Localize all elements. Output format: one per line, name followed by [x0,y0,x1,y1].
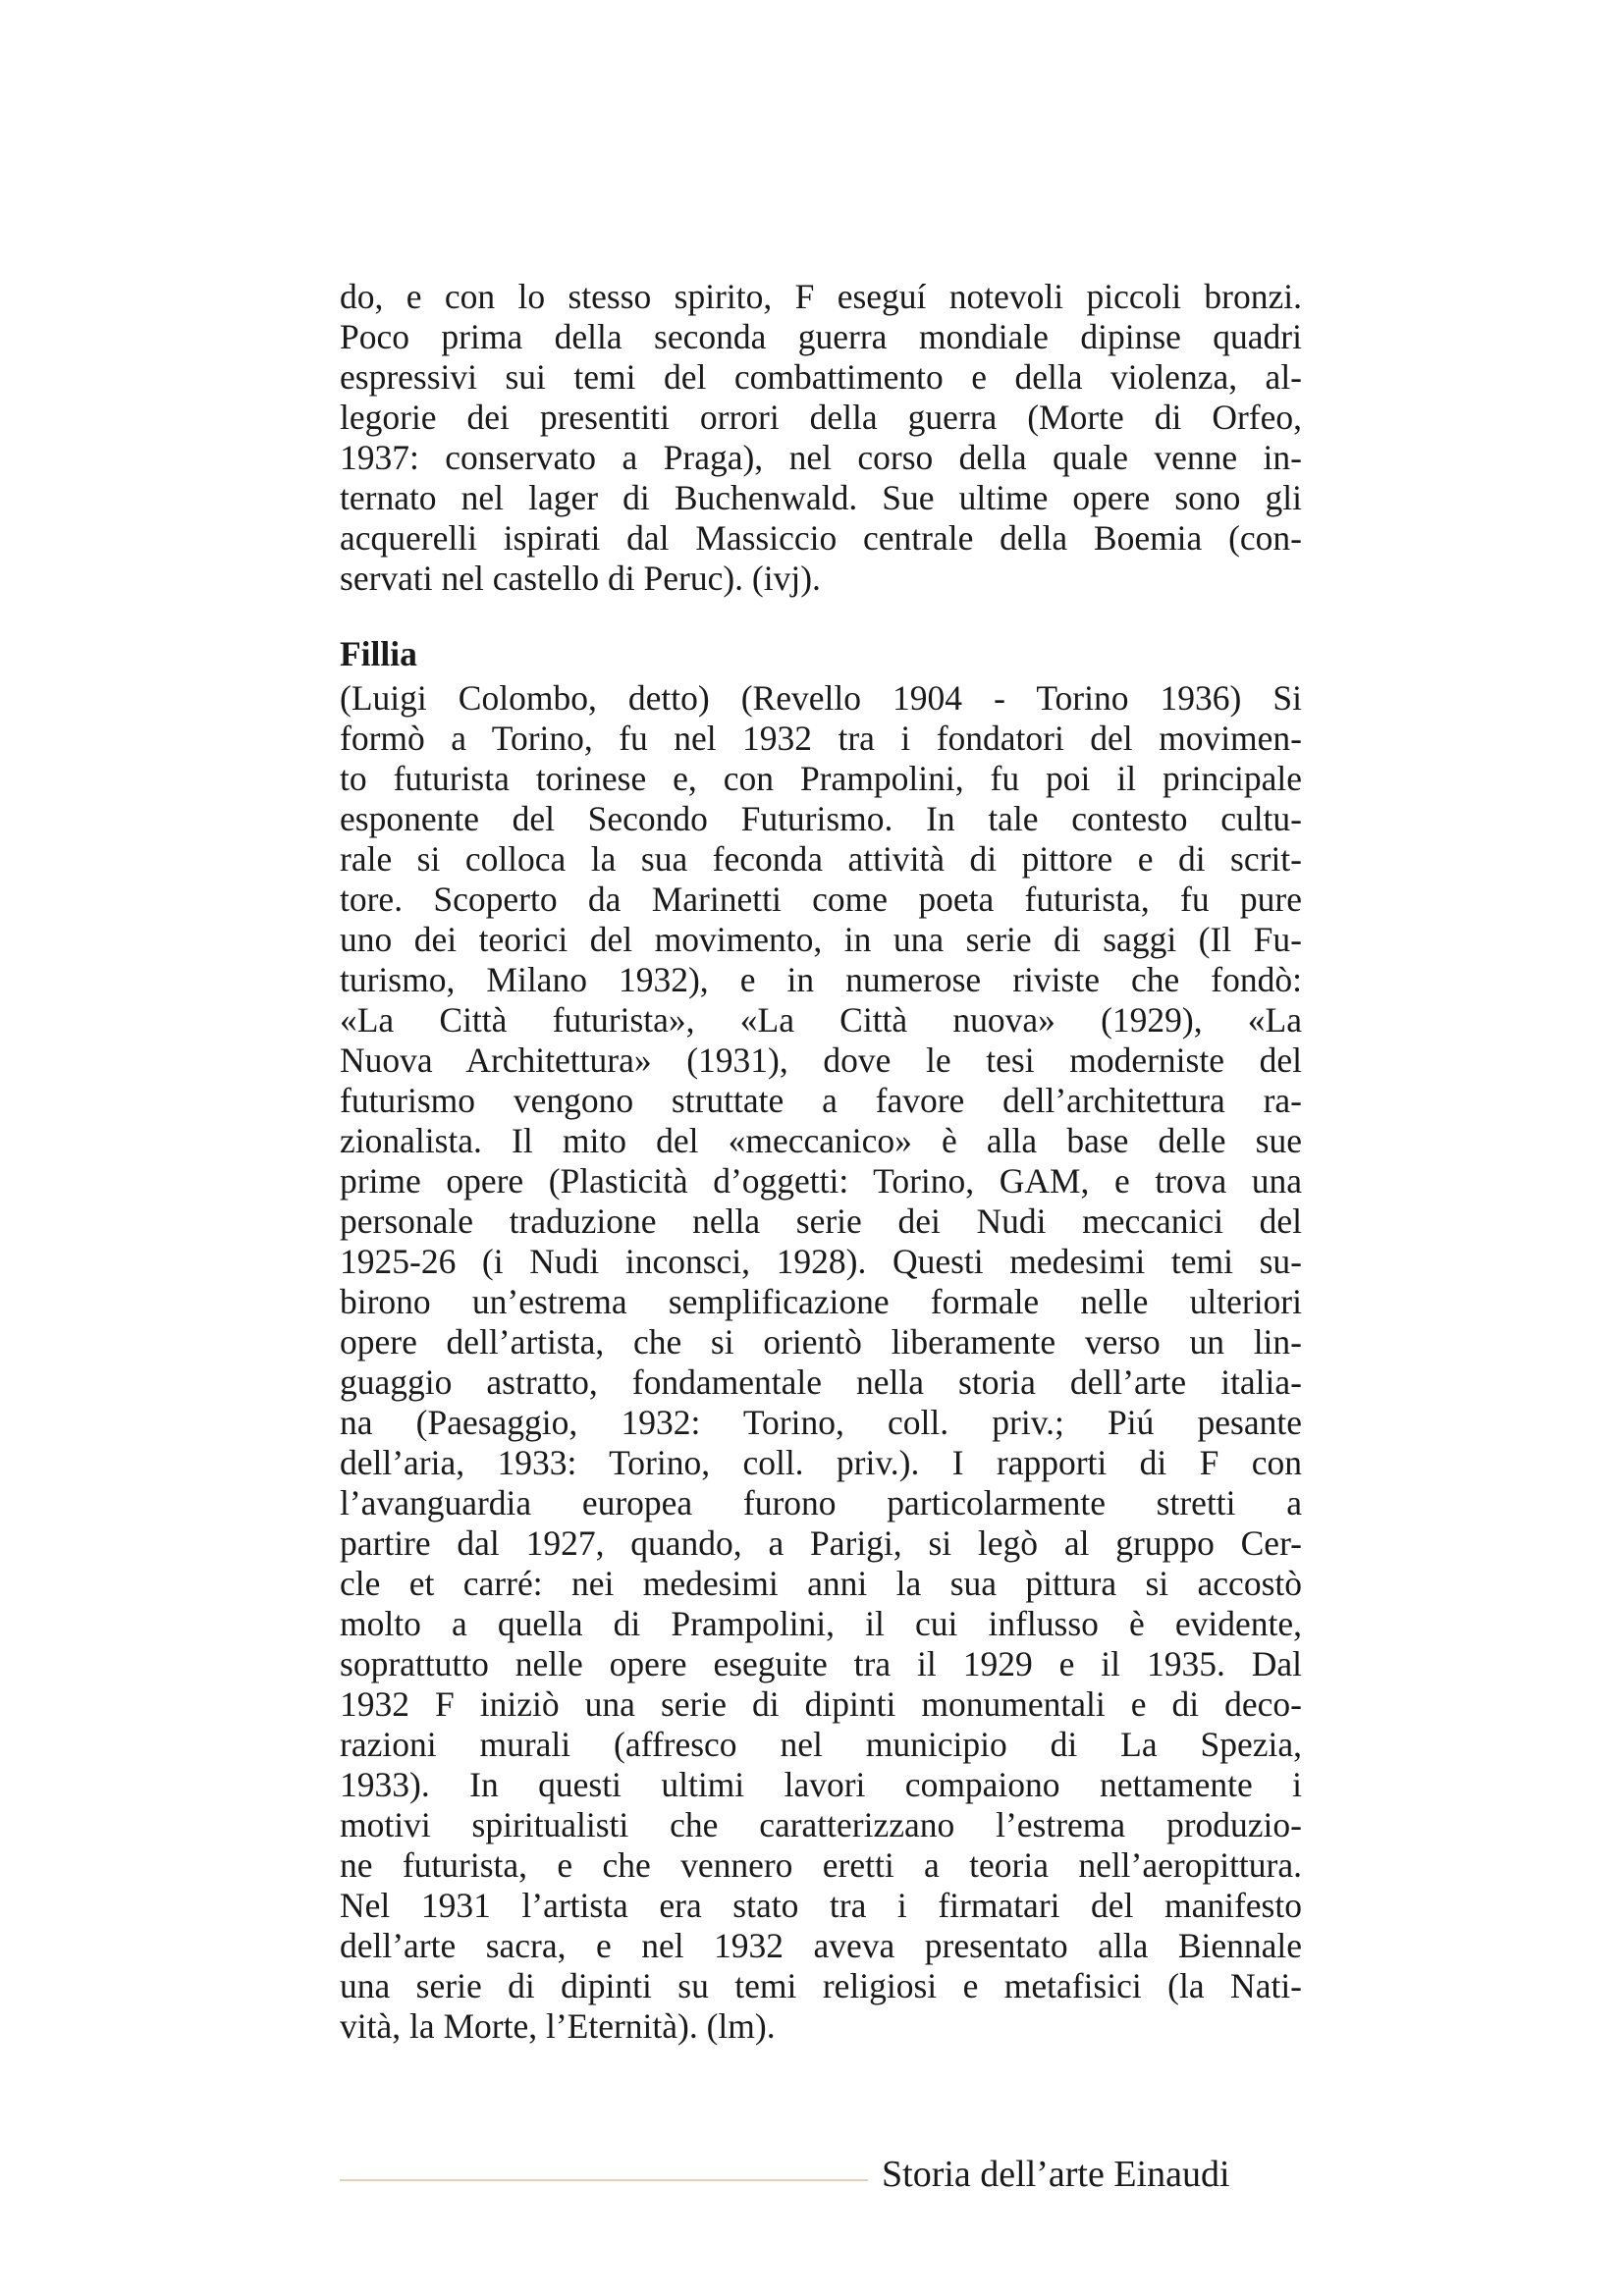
text-line: Poco prima della seconda guerra mondiale dipinse quadri [340,317,1302,356]
text-line: opere dell’artista, che si orientò liberamente verso un lin- [340,1322,1302,1362]
text-line: do, e con lo stesso spirito, F eseguí notevoli piccoli bronzi. [340,277,1302,316]
text-line: «La Città futurista», «La Città nuova» (1929), «La [340,1000,1302,1040]
text-line: legorie dei presentiti orrori della guerra (Morte di Orfeo, [340,398,1302,437]
text-line: razioni murali (affresco nel municipio di La Spezia, [340,1725,1302,1764]
text-line: servati nel castello di Peruc). (ivj). [340,559,821,598]
text-line: acquerelli ispirati dal Massiccio centrale della Boemia (con- [340,518,1302,558]
text-line: una serie di dipinti su temi religiosi e metafisici (la Nati- [340,1966,1302,2005]
text-line: zionalista. Il mito del «meccanico» è alla base delle sue [340,1121,1302,1160]
text-line: futurismo vengono struttate a favore dell’architettura ra- [340,1081,1302,1120]
text-line: formò a Torino, fu nel 1932 tra i fondatori del movimen- [340,719,1302,758]
text-line: Nel 1931 l’artista era stato tra i firmatari del manifesto [340,1886,1302,1925]
entry-fillia-body [340,678,1302,2047]
text-line: to futurista torinese e, con Prampolini, fu poi il principale [340,759,1302,798]
text-line: vità, la Morte, l’Eternità). (lm). [340,2006,776,2046]
text-line: uno dei teorici del movimento, in una serie di saggi (Il Fu- [340,920,1302,959]
text-line: motivi spiritualisti che caratterizzano l’estrema produzio- [340,1805,1302,1844]
footer-divider [340,2179,868,2181]
text-line: cle et carré: nei medesimi anni la sua pittura si accostò [340,1564,1302,1603]
text-line: molto a quella di Prampolini, il cui influsso è evidente, [340,1604,1302,1643]
text-line: birono un’estrema semplificazione formale nelle ulteriori [340,1282,1302,1321]
text-line: espressivi sui temi del combattimento e della violenza, al- [340,357,1302,397]
footer-title: Storia dell’arte Einaudi [882,2154,1230,2195]
text-line: 1937: conservato a Praga), nel corso della quale venne in- [340,438,1302,477]
text-line: soprattutto nelle opere eseguite tra il 1929 e il 1935. Dal [340,1644,1302,1683]
body-text [340,277,1302,2047]
text-line: na (Paesaggio, 1932: Torino, coll. priv.; Piú pesante [340,1403,1302,1442]
text-line: prime opere (Plasticità d’oggetti: Torino, GAM, e trova una [340,1161,1302,1201]
text-line: l’avanguardia europea furono particolarmente stretti a [340,1483,1302,1522]
entry-continuation [340,277,1302,599]
entry-heading-fillia: Fillia [340,634,417,673]
text-line: 1933). In questi ultimi lavori compaiono nettamente i [340,1765,1302,1804]
text-line: (Luigi Colombo, detto) (Revello 1904 - Torino 1936) Si [340,678,1302,718]
text-line: Nuova Architettura» (1931), dove le tesi moderniste del [340,1041,1302,1080]
text-line: ternato nel lager di Buchenwald. Sue ultime opere sono gli [340,478,1302,517]
text-line: guaggio astratto, fondamentale nella storia dell’arte italia- [340,1362,1302,1402]
text-line: tore. Scoperto da Marinetti come poeta futurista, fu pure [340,880,1302,919]
text-line: esponente del Secondo Futurismo. In tale contesto cultu- [340,799,1302,838]
text-line: partire dal 1927, quando, a Parigi, si legò al gruppo Cer- [340,1523,1302,1563]
text-line: 1932 F iniziò una serie di dipinti monumentali e di deco- [340,1684,1302,1724]
text-line: ne futurista, e che vennero eretti a teoria nell’aeropittura. [340,1845,1302,1885]
text-line: dell’arte sacra, e nel 1932 aveva presentato alla Biennale [340,1926,1302,1965]
text-line: rale si colloca la sua feconda attività di pittore e di scrit- [340,839,1302,879]
text-line: turismo, Milano 1932), e in numerose riviste che fondò: [340,960,1302,999]
text-line: dell’aria, 1933: Torino, coll. priv.). I rapporti di F con [340,1443,1302,1482]
text-line: 1925-26 (i Nudi inconsci, 1928). Questi medesimi temi su- [340,1242,1302,1281]
text-line: personale traduzione nella serie dei Nudi meccanici del [340,1201,1302,1241]
